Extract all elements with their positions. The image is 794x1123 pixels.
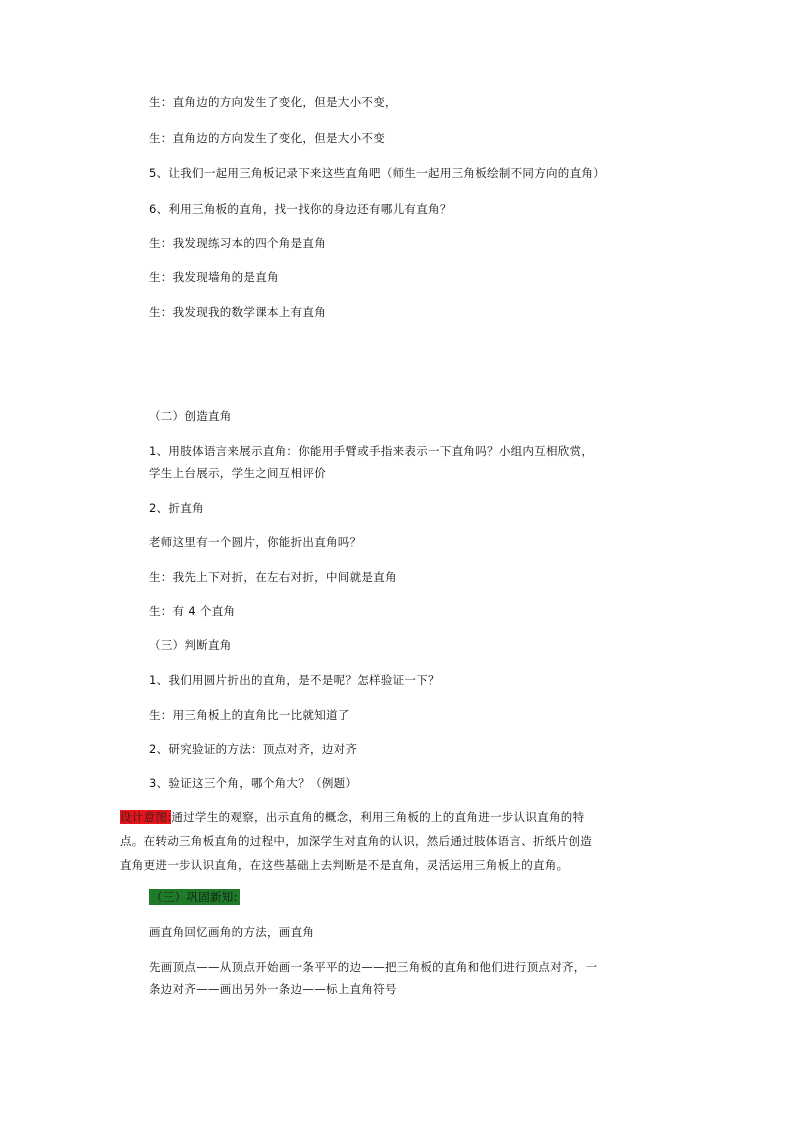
text-line: 生：直角边的方向发生了变化，但是大小不变 [149, 131, 385, 145]
text-line: 生：我发现练习本的四个角是直角 [149, 236, 326, 250]
text-line: 老师这里有一个圆片，你能折出直角吗？ [149, 535, 362, 549]
text-line: 生：我发现我的数学课本上有直角 [149, 305, 326, 319]
design-intent-paragraph [120, 810, 584, 824]
design-intent-label: 设计意图: [120, 810, 172, 824]
text-line: 生：我发现墙角的是直角 [149, 270, 279, 284]
text-line: 条边对齐——画出另外一条边——标上直角符号 [149, 982, 397, 996]
text-line: 画直角回忆画角的方法，画直角 [149, 925, 315, 939]
text-line: 1、用肢体语言来展示直角：你能用手臂或手指来表示一下直角吗？小组内互相欣赏， [149, 444, 594, 458]
text-line: 5、让我们一起用三角板记录下来这些直角吧（师生一起用三角板绘制不同方向的直角） [149, 166, 606, 180]
text-line: 生：直角边的方向发生了变化，但是大小不变， [149, 95, 397, 109]
section-heading: （三）判断直角 [149, 638, 232, 652]
text-line: 先画顶点——从顶点开始画一条平平的边——把三角板的直角和他们进行顶点对齐，一 [149, 960, 598, 974]
text-line: 生：有 4 个直角 [149, 604, 236, 618]
text-line: 学生上台展示，学生之间互相评价 [149, 466, 326, 480]
text-line: 6、利用三角板的直角，找一找你的身边还有哪儿有直角？ [149, 202, 452, 216]
design-intent-text: 通过学生的观察，出示直角的概念，利用三角板的上的直角进一步认识直角的特 [171, 810, 585, 824]
text-line: 点。在转动三角板直角的过程中，加深学生对直角的认识，然后通过肢体语言、折纸片创造 [120, 834, 592, 848]
text-line: 3、验证这三个角，哪个角大？（例题） [149, 776, 358, 790]
text-line: 2、研究验证的方法：顶点对齐，边对齐 [149, 742, 358, 756]
consolidation-heading: （三）巩固新知: [151, 890, 238, 904]
section-heading [149, 890, 240, 904]
text-line: 直角更进一步认识直角，在这些基础上去判断是不是直角，灵活运用三角板上的直角。 [120, 858, 569, 872]
text-line: 2、折直角 [149, 501, 204, 515]
text-line: 生：用三角板上的直角比一比就知道了 [149, 708, 350, 722]
text-line: 生：我先上下对折，在左右对折，中间就是直角 [149, 570, 397, 584]
text-line: 1、我们用圆片折出的直角，是不是呢？怎样验证一下？ [149, 673, 440, 687]
section-heading: （二）创造直角 [149, 409, 232, 423]
